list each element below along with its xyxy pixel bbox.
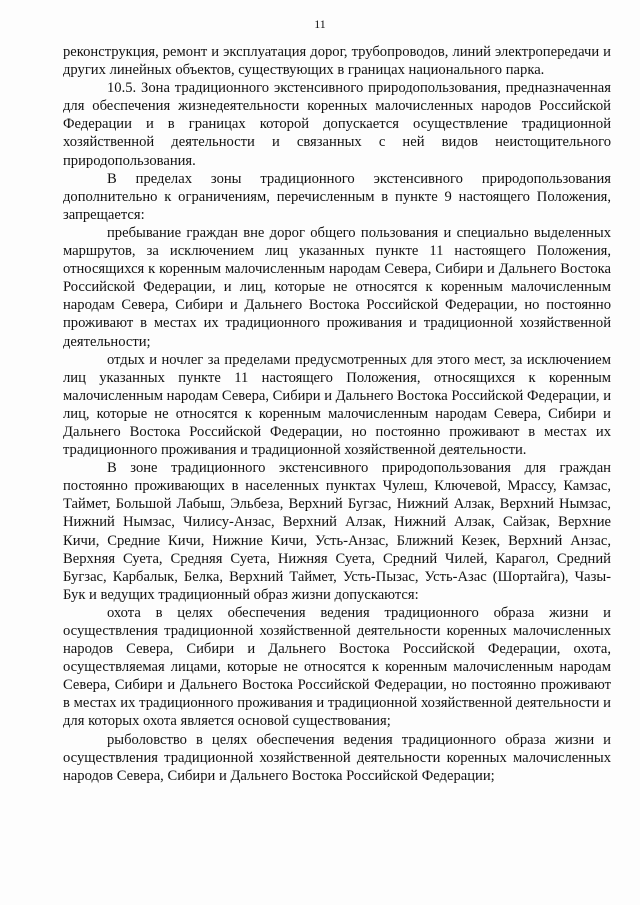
paragraph-prohibition-camping: отдых и ночлег за пределами предусмотренных для этого мест, за исключением лиц указанных пункте 11 настоящего Положения, относящихся к коренным малочисленным народам Севера, Сибири и Дальнего Востока Российской Федерации, и лиц, которые не относятся к коренным малочисленным народам Севера, Сибири и Дальнего Востока Российской Федерации, но постоянно проживают в местах их традиционного проживания и традиционной хозяйственной деятельности. — [63, 351, 611, 459]
paragraph-section-10-5: 10.5. Зона традиционного экстенсивного природопользования, предназначенная для обеспечения жизнедеятельности коренных малочисленных народов Российской Федерации и в границах которой допускается осуществление традиционной хозяйственной деятельности и связанных с ней видов неистощительного природопользования. — [63, 80, 611, 169]
paragraph-permitted-fishing: рыболовство в целях обеспечения ведения традиционного образа жизни и осуществления традиционной хозяйственной деятельности коренных малочисленных народов Севера, Сибири и Дальнего Востока Российской Федерации; — [63, 731, 611, 784]
paragraph-continuation: реконструкция, ремонт и эксплуатация дорог, трубопроводов, линий электропередачи и других линейных объектов, существующих в границах национального парка. — [63, 44, 611, 79]
paragraph-prohibitions-intro: В пределах зоны традиционного экстенсивного природопользования дополнительно к ограничениям, перечисленным в пункте 9 настоящего Положения, запрещается: — [63, 170, 611, 223]
document-body — [63, 43, 611, 785]
paragraph-permitted-settlements: В зоне традиционного экстенсивного природопользования для граждан постоянно проживающих в населенных пунктах Чулеш, Ключевой, Мрассу, Камзас, Таймет, Большой Лабыш, Эльбеза, Верхний Бугзас, Нижний Алзак, Верхний Нымзас, Нижний Нымзас, Чилису-Анзас, Верхний Алзак, Нижний Алзак, Сайзак, Верхние Кичи, Средние Кичи, Нижние Кичи, Усть-Анзас, Ближний Кезек, Верхний Анзас, Верхняя Суета, Средняя Суета, Нижняя Суета, Средний Чилей, Карагол, Средний Бугзас, Карбалык, Белка, Верхний Таймет, Усть-Пызас, Усть-Азас (Шортайга), Чазы-Бук и ведущих традиционный образ жизни допускаются: — [63, 460, 611, 603]
paragraph-permitted-hunting: охота в целях обеспечения ведения традиционного образа жизни и осуществления традиционной хозяйственной деятельности коренных малочисленных народов Севера, Сибири и Дальнего Востока Российской Федерации, охота, осуществляемая лицами, которые не относятся к коренным малочисленным народам Севера, Сибири и Дальнего Востока Российской Федерации, но постоянно проживают в местах их традиционного проживания и традиционной хозяйственной деятельности и для которых охота является основой существования; — [63, 604, 611, 730]
paragraph-prohibition-stay: пребывание граждан вне дорог общего пользования и специально выделенных маршрутов, за исключением лиц указанных пункте 11 настоящего Положения, относящихся к коренным малочисленным народам Севера, Сибири и Дальнего Востока Российской Федерации, и лиц, которые не относятся к коренным малочисленным народам Севера, Сибири и Дальнего Востока Российской Федерации, но постоянно проживают в местах их традиционного проживания и традиционной хозяйственной деятельности; — [63, 224, 611, 350]
page-number: 11 — [314, 17, 326, 31]
